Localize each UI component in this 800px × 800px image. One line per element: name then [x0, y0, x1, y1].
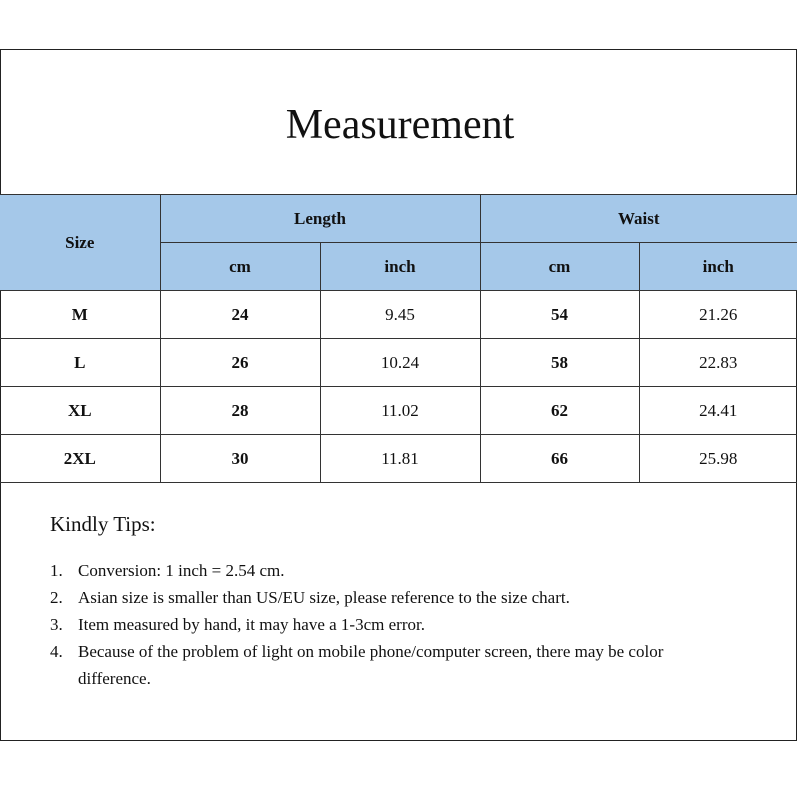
tip-text: Conversion: 1 inch = 2.54 cm.	[78, 561, 285, 580]
waist-inch-cell: 21.26	[639, 291, 797, 339]
table-row	[0, 339, 797, 387]
length-inch-cell: 11.02	[320, 387, 480, 435]
waist-cm-cell: 58	[480, 339, 639, 387]
size-cell: XL	[0, 387, 160, 435]
length-cm-cell: 26	[160, 339, 320, 387]
table-row	[0, 435, 797, 483]
length-inch-cell: 10.24	[320, 339, 480, 387]
waist-header: Waist	[480, 195, 797, 243]
length-inch-cell: 9.45	[320, 291, 480, 339]
length-inch-header: inch	[320, 243, 480, 291]
length-inch-cell: 11.81	[320, 435, 480, 483]
size-chart-table	[0, 194, 797, 483]
length-cm-cell: 28	[160, 387, 320, 435]
size-cell: 2XL	[0, 435, 160, 483]
waist-cm-cell: 62	[480, 387, 639, 435]
size-cell: M	[0, 291, 160, 339]
page-title: Measurement	[285, 102, 515, 148]
tips-section	[50, 512, 698, 692]
length-cm-header: cm	[160, 243, 320, 291]
tip-number: 4.	[50, 642, 63, 661]
tip-text: Item measured by hand, it may have a 1-3cm error.	[78, 615, 425, 634]
waist-cm-cell: 54	[480, 291, 639, 339]
tip-item	[50, 611, 698, 638]
tip-item	[50, 557, 698, 584]
table-row	[0, 291, 797, 339]
length-header: Length	[160, 195, 480, 243]
tip-number: 1.	[50, 561, 63, 580]
size-header: Size	[0, 195, 160, 291]
tip-item	[50, 584, 698, 611]
table-row	[0, 387, 797, 435]
waist-inch-cell: 25.98	[639, 435, 797, 483]
length-cm-cell: 24	[160, 291, 320, 339]
waist-inch-cell: 24.41	[639, 387, 797, 435]
waist-cm-cell: 66	[480, 435, 639, 483]
tips-list	[50, 557, 698, 692]
tips-heading: Kindly Tips:	[50, 512, 156, 536]
tip-text: Because of the problem of light on mobile phone/computer screen, there may be color difference.	[78, 642, 664, 688]
tip-item	[50, 638, 698, 692]
tip-text: Asian size is smaller than US/EU size, please reference to the size chart.	[78, 588, 570, 607]
waist-inch-cell: 22.83	[639, 339, 797, 387]
tip-number: 3.	[50, 615, 63, 634]
waist-cm-header: cm	[480, 243, 639, 291]
length-cm-cell: 30	[160, 435, 320, 483]
size-cell: L	[0, 339, 160, 387]
tip-number: 2.	[50, 588, 63, 607]
waist-inch-header: inch	[639, 243, 797, 291]
